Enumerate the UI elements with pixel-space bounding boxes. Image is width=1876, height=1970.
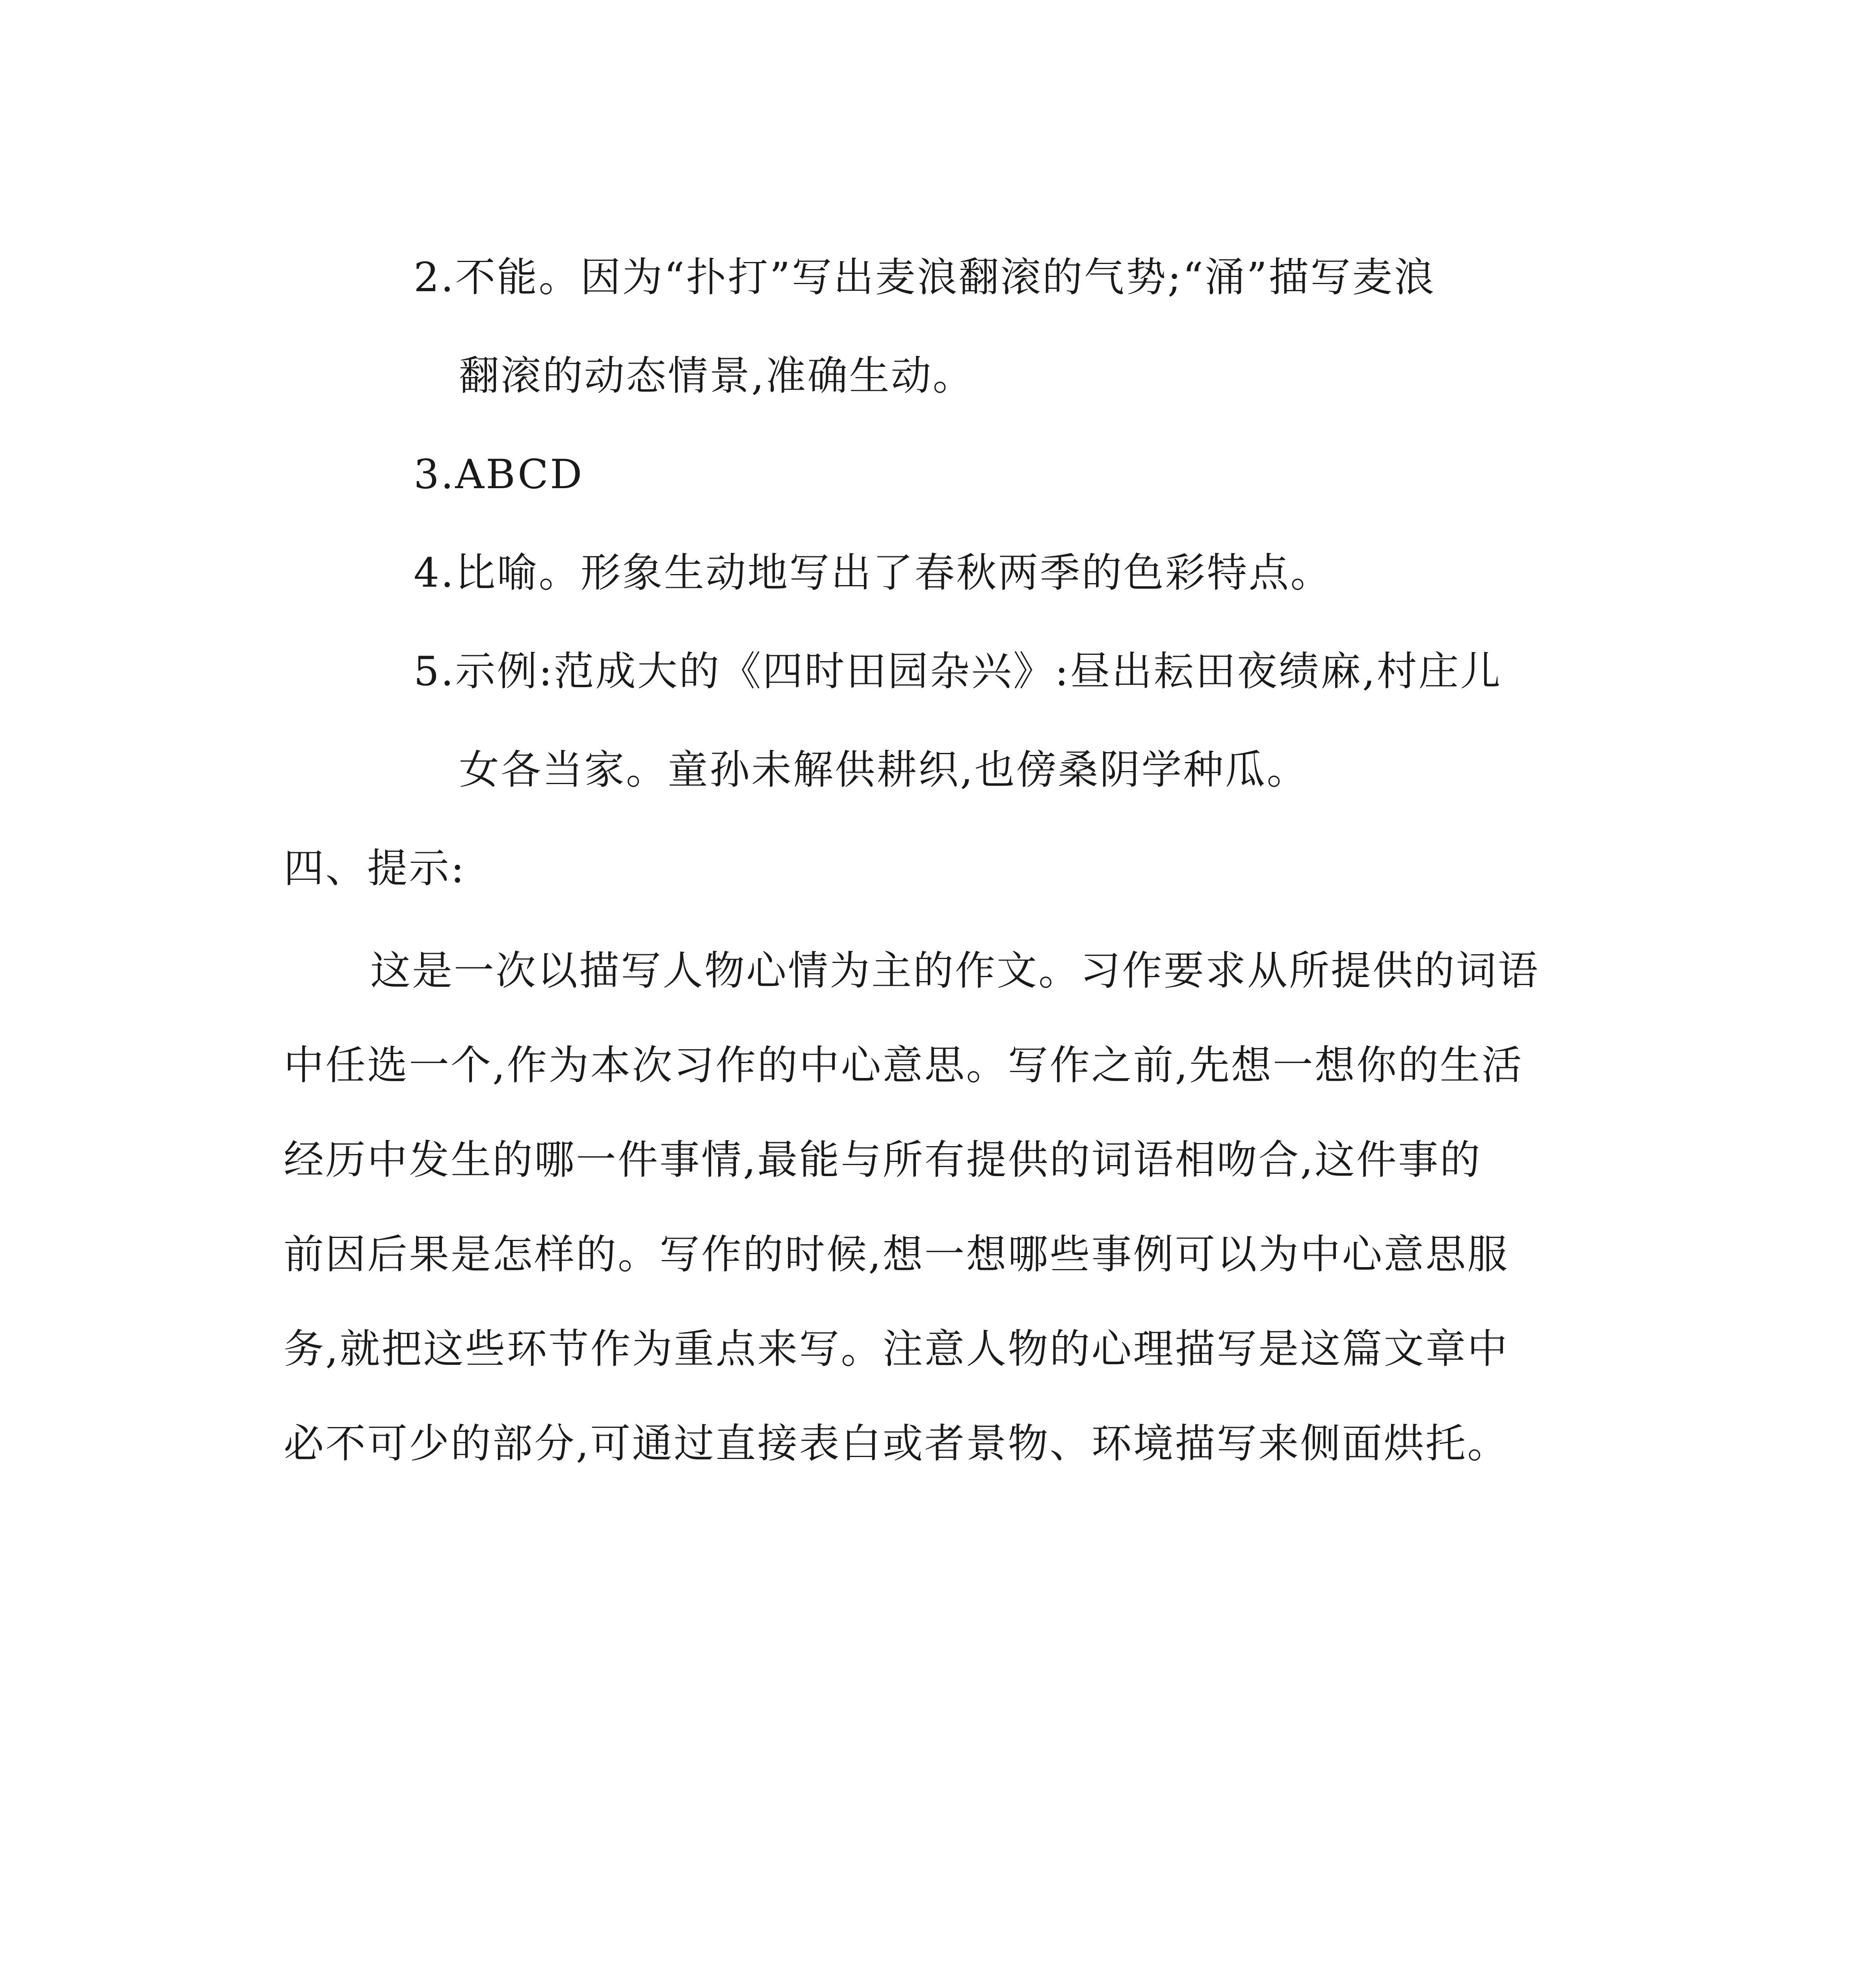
section-4-paragraph-line-6: 必不可少的部分,可通过直接表白或者景物、环境描写来侧面烘托。 (284, 1420, 1509, 1467)
answer-5-line-2: 女各当家。童孙未解供耕织,也傍桑阴学种瓜。 (459, 747, 1309, 794)
answer-2-line-1: 2.不能。因为“扑打”写出麦浪翻滚的气势;“涌”描写麦浪 (414, 254, 1436, 301)
answer-4: 4.比喻。形象生动地写出了春秋两季的色彩特点。 (414, 550, 1332, 597)
answer-3: 3.ABCD (414, 451, 584, 498)
section-4-paragraph-line-1: 这是一次以描写人物心情为主的作文。习作要求从所提供的词语 (370, 948, 1540, 994)
answer-2-line-2: 翻滚的动态情景,准确生动。 (459, 353, 975, 400)
section-4-paragraph-line-2: 中任选一个,作为本次习作的中心意思。写作之前,先想一想你的生活 (284, 1042, 1523, 1089)
answer-5-line-1: 5.示例:范成大的《四时田园杂兴》:昼出耘田夜绩麻,村庄儿 (414, 648, 1502, 695)
section-4-paragraph-line-5: 务,就把这些环节作为重点来写。注意人物的心理描写是这篇文章中 (284, 1326, 1509, 1373)
section-4-paragraph-line-3: 经历中发生的哪一件事情,最能与所有提供的词语相吻合,这件事的 (284, 1137, 1482, 1184)
section-4-heading: 四、提示: (284, 845, 466, 892)
section-4-paragraph-line-4: 前因后果是怎样的。写作的时候,想一想哪些事例可以为中心意思服 (284, 1231, 1509, 1278)
